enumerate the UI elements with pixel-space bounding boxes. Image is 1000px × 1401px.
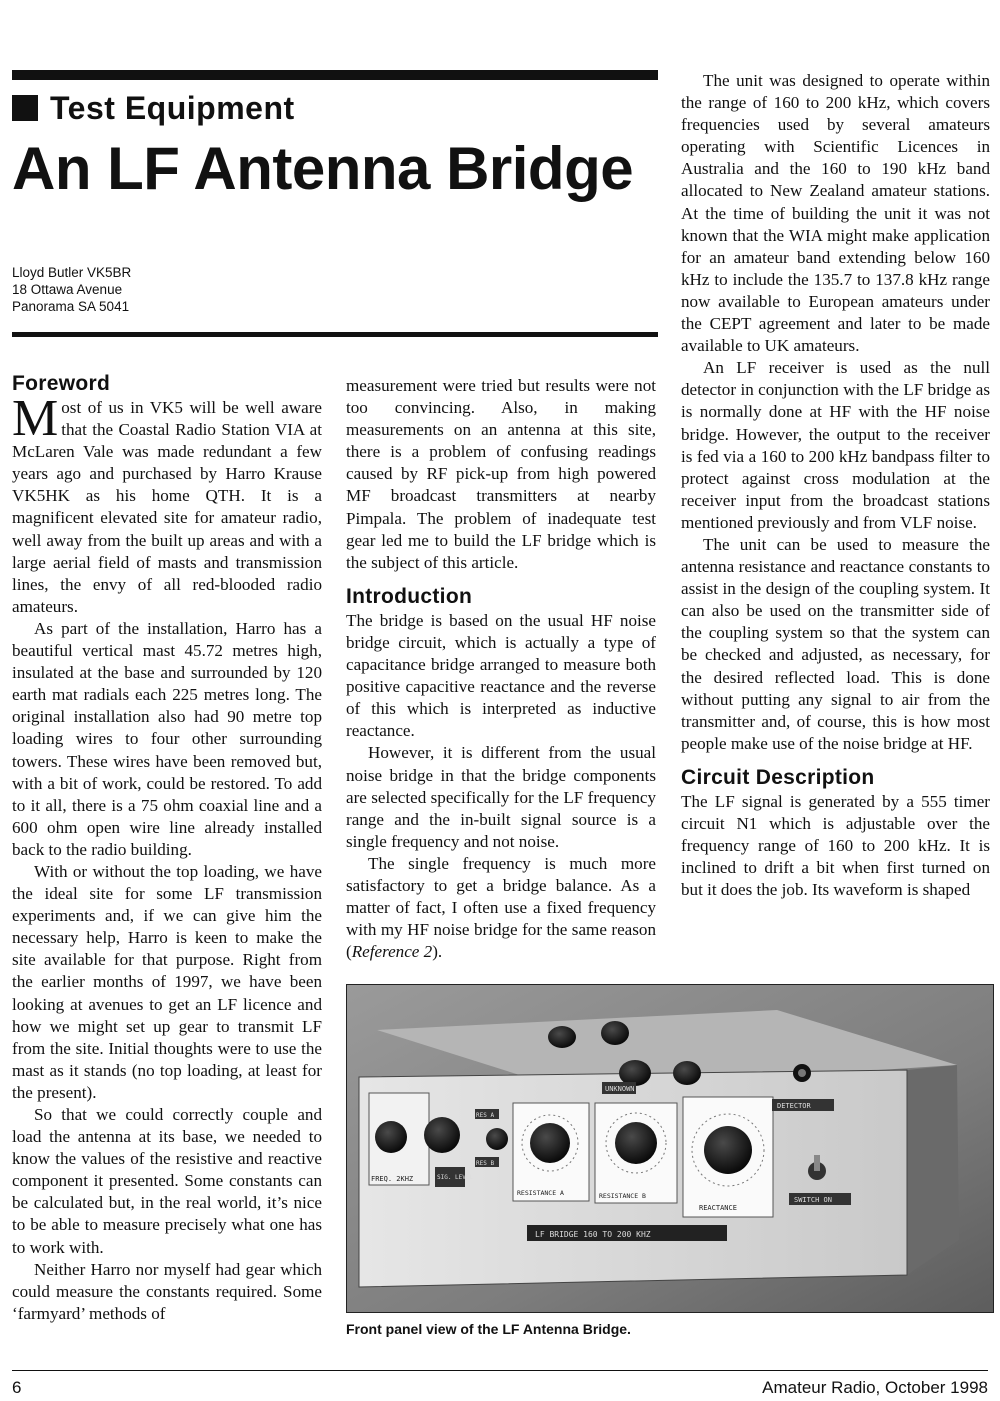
author-byline [12, 264, 131, 315]
column-2 [346, 375, 656, 963]
publication-footer: Amateur Radio, October 1998 [762, 1378, 988, 1397]
paragraph: The single frequency is much more satisfactory to get a bridge balance. As a matter of fact, I often use a fixed frequency with my HF noise bridge for the same reason (Reference 2). [346, 853, 656, 962]
paragraph: The unit was designed to operate within the range of 160 to 200 kHz, which covers frequencies used by several amateurs operating with Scientific Licences in Australia and the 160 to 190 kHz band allocated to New Zealand amateur stations. At the time of building the unit it was not known that the WIA might make application for an amateur band extending below 160 kHz to include the 135.7 to 137.8 kHz range now available to European amateurs under the CEPT agreement and later to be made available to UK amateurs. [681, 71, 990, 356]
resistance-b-label: RESISTANCE B [599, 1192, 646, 1200]
freq-label: FREQ. 2KHZ [371, 1175, 414, 1183]
reference-link: Reference 2 [351, 942, 433, 962]
bridge-photo-illustration [347, 985, 993, 1312]
paragraph: The LF signal is generated by a 555 timer circuit N1 which is adjustable over the frequency range of 160 to 200 kHz. It is inclined to drift a bit when first turned on but it does the job. Its waveform is shaped [681, 791, 990, 900]
reactance-label: REACTANCE [699, 1204, 737, 1212]
paragraph: As part of the installation, Harro has a beautiful vertical mast 45.72 metres high, insulated at the base and surrounded by 120 earth mat radials each 225 metres long. The original installation also had 90 metre top loading wires to four other surrounding towers. These wires have been removed but, with a bit of work, could be restored. To add to it all, there is a 75 ohm coaxial line and a 600 ohm open wire line already installed back to the radio building. [12, 618, 322, 859]
section-label: Test Equipment [50, 90, 295, 126]
author-street: 18 Ottawa Avenue [12, 282, 123, 297]
paragraph: An LF receiver is used as the null detector in conjunction with the LF bridge as is normally done at HF with the HF noise bridge. However, the output to the receiver is fed via a 160 to 200 kHz bandpass filter to protect against cross modulation at the receiver input from the broadcast stations mentioned previously and from VLF noise. [681, 358, 990, 532]
paragraph: With or without the top loading, we have the ideal site for some LF transmission experiments and, if we can give him the necessary help, Harro is keen to make the site available for that purpose. Right from the earlier months of 1997, we have been looking at avenues to get an LF licence and how we might set up gear to transmit LF from the site. Initial thoughts were to use the mast as it stands (no top loading, at least for the present). [12, 861, 322, 1102]
column-1 [12, 371, 322, 1325]
paragraph: However, it is different from the usual noise bridge in that the bridge components are selected specifically for the LF frequency range and the in-built signal source is a single frequency and not noise. [346, 743, 656, 851]
drop-cap: M [12, 390, 59, 447]
footer-rule [12, 1370, 988, 1371]
author-name: Lloyd Butler VK5BR [12, 265, 132, 280]
detector-label: DETECTOR [777, 1102, 811, 1110]
header-bottom-rule [12, 332, 658, 337]
author-suburb: Panorama SA 5041 [12, 299, 130, 314]
heading-circuit-description: Circuit Description [681, 765, 875, 789]
column-3 [681, 70, 990, 901]
res-a-switch-label: RES A [476, 1112, 495, 1119]
unknown-label: UNKNOWN [605, 1085, 635, 1093]
paragraph: The bridge is based on the usual HF noise bridge circuit, which is actually a type of capacitance bridge arranged to measure both positive capacitive reactance and the reverse of this which is interpreted as inductive reactance. [346, 610, 656, 741]
paragraph: Most of us in VK5 will be well aware that the Coastal Radio Station VIA at McLaren Vale was made redundant a few years ago and purchased by Harro Krause VK5HK as his home QTH. It is a magnificent elevated site for amateur radio, well away from the built up areas and with a large aerial field of masts and transmission lines, the envy of all red-blooded radio amateurs. [12, 390, 322, 616]
header-top-rule [12, 70, 658, 80]
paragraph: Neither Harro nor myself had gear which could measure the constants required. Some ‘farmyard’ methods of [12, 1259, 322, 1323]
bridge-label: LF BRIDGE 160 TO 200 KHZ [535, 1230, 651, 1239]
photo-caption: Front panel view of the LF Antenna Bridge. [346, 1321, 631, 1337]
section-kicker [12, 88, 295, 128]
sig-level-label: SIG. LEVEL [437, 1174, 474, 1181]
heading-introduction: Introduction [346, 584, 473, 608]
front-panel-photo [346, 984, 994, 1313]
page-number: 6 [12, 1378, 22, 1397]
res-b-switch-label: RES B [476, 1160, 495, 1167]
article-title: An LF Antenna Bridge [12, 135, 634, 202]
paragraph: measurement were tried but results were not too convincing. Also, in making measurements on an antenna at this site, there is a problem of confusing readings caused by RF pick-up from high powered MF broadcast transmitters at nearby Pimpala. The problem of inadequate test gear led me to build the LF bridge which is the subject of this article. [346, 376, 656, 572]
resistance-a-label: RESISTANCE A [517, 1189, 564, 1197]
switch-label: SWITCH ON [794, 1196, 832, 1204]
heading-foreword: Foreword [12, 372, 111, 395]
square-bullet-icon [12, 95, 38, 121]
paragraph: So that we could correctly couple and load the antenna at its base, we needed to know the values of the resistive and reactive component it presented. Some constants can be calculated but, in the real world, it’s nice to be able to measure precisely what one has to work with. [12, 1105, 322, 1257]
paragraph: The unit can be used to measure the antenna resistance and reactance constants to assist in the design of the coupling system. It can also be used on the transmitter side of the coupling system so that the system can be checked and adjusted, as necessary, for the desired reflected load. This is done without putting any signal to air from the transmitter and, of course, this is how most people make use of the noise bridge at HF. [681, 534, 990, 753]
